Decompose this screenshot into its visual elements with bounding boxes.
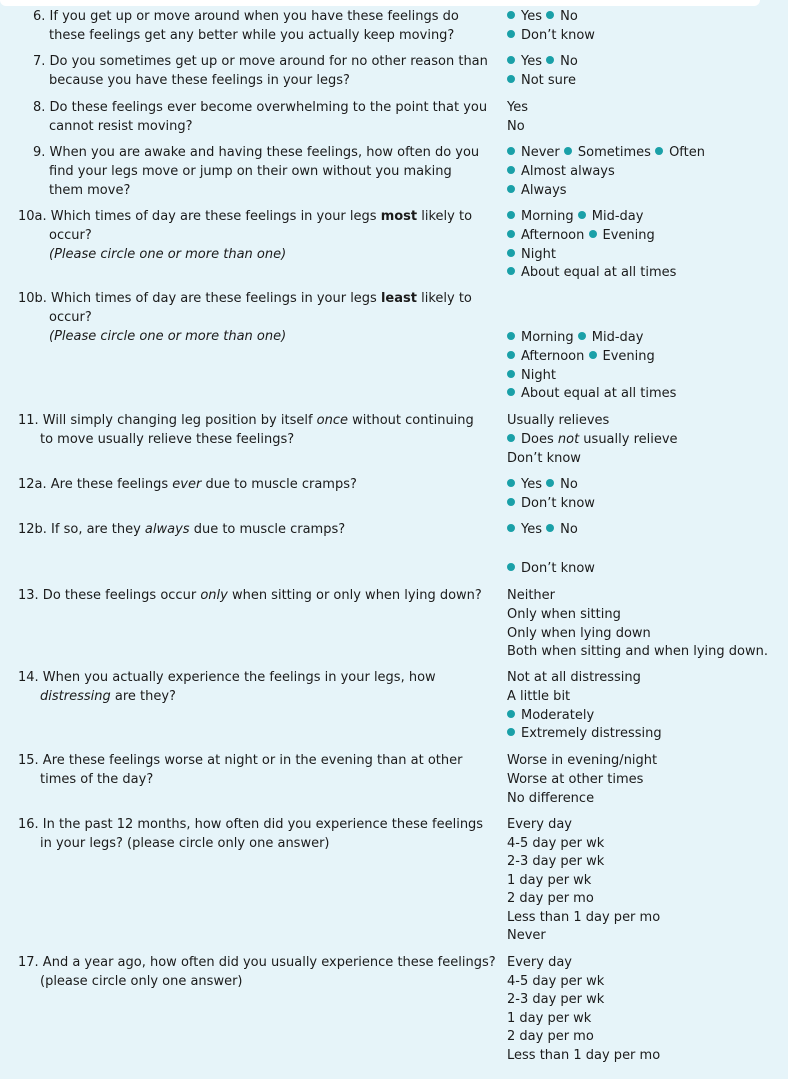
bullet-dot-icon xyxy=(655,147,663,155)
bullet-dot-icon xyxy=(507,147,515,155)
answer-option-both[interactable]: Both when sitting and when lying down. xyxy=(507,644,768,659)
answer-option-yes[interactable]: Yes xyxy=(507,522,542,537)
answer-option-worse-other[interactable]: Worse at other times xyxy=(507,772,644,787)
question-text: 9. When you are awake and having these feelings, how often do you xyxy=(33,145,480,160)
question-text: 6. If you get up or move around when you have these feelings do xyxy=(33,9,459,24)
question-instruction: (Please circle one or more than one) xyxy=(49,247,287,262)
answer-option-dont-know[interactable]: Don’t know xyxy=(507,27,595,45)
answer-option-yes[interactable]: Yes xyxy=(507,54,542,69)
bullet-dot-icon xyxy=(507,434,515,442)
answer-option-extremely[interactable]: Extremely distressing xyxy=(507,725,662,743)
answer-option-worse-evening[interactable]: Worse in evening/night xyxy=(507,753,658,768)
answer-option-yes[interactable]: Yes xyxy=(507,100,528,115)
answer-option-2-per-mo[interactable]: 2 day per mo xyxy=(507,891,594,906)
answer-option-morning[interactable]: Morning xyxy=(507,330,574,345)
answer-option-neither[interactable]: Neither xyxy=(507,588,556,603)
answer-option-evening[interactable]: Evening xyxy=(589,349,655,364)
bullet-dot-icon xyxy=(507,30,515,38)
answer-option-2-per-mo[interactable]: 2 day per mo xyxy=(507,1029,594,1044)
answer-option-2-3-per-wk[interactable]: 2-3 day per wk xyxy=(507,854,605,869)
answer-option-mid-day[interactable]: Mid-day xyxy=(578,330,644,345)
answer-option-no[interactable]: No xyxy=(546,54,578,69)
bullet-dot-icon xyxy=(578,211,586,219)
answer-option-never[interactable]: Never xyxy=(507,145,560,160)
question-text: 11. Will simply changing leg position by itself once without continuing xyxy=(18,413,474,428)
question-text: to move usually relieve these feelings? xyxy=(40,432,295,447)
bullet-dot-icon xyxy=(507,185,515,193)
answer-option-dont-know[interactable]: Don’t know xyxy=(507,495,595,513)
answer-option-does-not-relieve[interactable]: Does not usually relieve xyxy=(507,431,678,449)
question-text: 8. Do these feelings ever become overwhelming to the point that you xyxy=(33,100,488,115)
answer-option-1-per-wk[interactable]: 1 day per wk xyxy=(507,873,592,888)
question-text: 17. And a year ago, how often did you usually experience these feelings? xyxy=(18,955,496,970)
answer-option-afternoon[interactable]: Afternoon xyxy=(507,228,584,243)
question-text: these feelings get any better while you actually keep moving? xyxy=(49,28,455,43)
question-text: 10b. Which times of day are these feelings in your legs least likely to xyxy=(18,291,472,306)
question-text: times of the day? xyxy=(40,772,154,787)
answer-option-sometimes[interactable]: Sometimes xyxy=(564,145,651,160)
bullet-dot-icon xyxy=(507,267,515,275)
answer-option-dont-know[interactable]: Don’t know xyxy=(507,560,595,578)
answer-option-4-5-per-wk[interactable]: 4-5 day per wk xyxy=(507,974,605,989)
answer-option-less-than-1-per-mo[interactable]: Less than 1 day per mo xyxy=(507,1048,661,1063)
bullet-dot-icon xyxy=(507,230,515,238)
answer-option-every-day[interactable]: Every day xyxy=(507,817,572,832)
question-text: occur? xyxy=(49,310,92,325)
bullet-dot-icon xyxy=(578,332,586,340)
answer-option-yes[interactable]: Yes xyxy=(507,9,542,24)
question-text: (please circle only one answer) xyxy=(40,974,243,989)
question-instruction: (Please circle one or more than one) xyxy=(49,329,287,344)
answer-option-about-equal[interactable]: About equal at all times xyxy=(507,385,676,403)
answer-option-no[interactable]: No xyxy=(546,522,578,537)
answer-option-not-at-all[interactable]: Not at all distressing xyxy=(507,670,641,685)
answer-option-often[interactable]: Often xyxy=(655,145,705,160)
answer-option-night[interactable]: Night xyxy=(507,367,556,385)
answer-option-morning[interactable]: Morning xyxy=(507,209,574,224)
bullet-dot-icon xyxy=(546,11,554,19)
bullet-dot-icon xyxy=(507,728,515,736)
answer-option-moderately[interactable]: Moderately xyxy=(507,707,594,725)
question-text: cannot resist moving? xyxy=(49,119,193,134)
question-text: 7. Do you sometimes get up or move around for no other reason than xyxy=(33,54,488,69)
question-text: occur? xyxy=(49,228,92,243)
answer-option-afternoon[interactable]: Afternoon xyxy=(507,349,584,364)
question-text: 16. In the past 12 months, how often did you experience these feelings xyxy=(18,817,484,832)
bullet-dot-icon xyxy=(546,56,554,64)
bullet-dot-icon xyxy=(507,479,515,487)
question-text: them move? xyxy=(49,183,131,198)
bullet-dot-icon xyxy=(507,166,515,174)
answer-option-no-difference[interactable]: No difference xyxy=(507,791,595,806)
bullet-dot-icon xyxy=(507,710,515,718)
question-text: 10a. Which times of day are these feelings in your legs most likely to xyxy=(18,209,473,224)
bullet-dot-icon xyxy=(507,75,515,83)
answer-option-yes[interactable]: Yes xyxy=(507,477,542,492)
bullet-dot-icon xyxy=(507,563,515,571)
answer-option-no[interactable]: No xyxy=(546,9,578,24)
question-text: 14. When you actually experience the feelings in your legs, how xyxy=(18,670,436,685)
bullet-dot-icon xyxy=(507,211,515,219)
answer-option-never[interactable]: Never xyxy=(507,928,546,943)
question-text: 12b. If so, are they always due to muscle cramps? xyxy=(18,522,346,537)
question-text: 13. Do these feelings occur only when sitting or only when lying down? xyxy=(18,588,482,603)
answer-option-no[interactable]: No xyxy=(546,477,578,492)
bullet-dot-icon xyxy=(564,147,572,155)
answer-option-2-3-per-wk[interactable]: 2-3 day per wk xyxy=(507,992,605,1007)
bullet-dot-icon xyxy=(507,351,515,359)
answer-option-a-little-bit[interactable]: A little bit xyxy=(507,689,571,704)
answer-option-less-than-1-per-mo[interactable]: Less than 1 day per mo xyxy=(507,910,661,925)
panel-top-edge xyxy=(0,0,760,6)
answer-option-almost-always[interactable]: Almost always xyxy=(507,163,615,181)
bullet-dot-icon xyxy=(507,498,515,506)
bullet-dot-icon xyxy=(507,56,515,64)
answer-option-always[interactable]: Always xyxy=(507,182,567,200)
answer-option-every-day[interactable]: Every day xyxy=(507,955,572,970)
answer-option-only-lying[interactable]: Only when lying down xyxy=(507,626,651,641)
bullet-dot-icon xyxy=(507,249,515,257)
answer-option-no[interactable]: No xyxy=(507,119,525,134)
answer-option-evening[interactable]: Evening xyxy=(589,228,655,243)
question-text: in your legs? (please circle only one answer) xyxy=(40,836,330,851)
question-text: because you have these feelings in your legs? xyxy=(49,73,350,88)
answer-option-not-sure[interactable]: Not sure xyxy=(507,72,576,90)
answer-option-mid-day[interactable]: Mid-day xyxy=(578,209,644,224)
answer-option-4-5-per-wk[interactable]: 4-5 day per wk xyxy=(507,836,605,851)
bullet-dot-icon xyxy=(546,479,554,487)
bullet-dot-icon xyxy=(589,230,597,238)
answer-option-1-per-wk[interactable]: 1 day per wk xyxy=(507,1011,592,1026)
question-text: 12a. Are these feelings ever due to muscle cramps? xyxy=(18,477,357,492)
bullet-dot-icon xyxy=(507,332,515,340)
question-text: distressing are they? xyxy=(40,689,176,704)
answer-option-usually-relieves[interactable]: Usually relieves xyxy=(507,413,610,428)
bullet-dot-icon xyxy=(589,351,597,359)
answer-option-dont-know[interactable]: Don’t know xyxy=(507,451,581,466)
answer-option-about-equal[interactable]: About equal at all times xyxy=(507,264,676,282)
question-text: find your legs move or jump on their own without you making xyxy=(49,164,452,179)
answer-option-only-sitting[interactable]: Only when sitting xyxy=(507,607,621,622)
bullet-dot-icon xyxy=(507,370,515,378)
bullet-dot-icon xyxy=(507,388,515,396)
bullet-dot-icon xyxy=(507,11,515,19)
answer-option-night[interactable]: Night xyxy=(507,246,556,264)
question-text: 15. Are these feelings worse at night or in the evening than at other xyxy=(18,753,463,768)
bullet-dot-icon xyxy=(546,524,554,532)
bullet-dot-icon xyxy=(507,524,515,532)
